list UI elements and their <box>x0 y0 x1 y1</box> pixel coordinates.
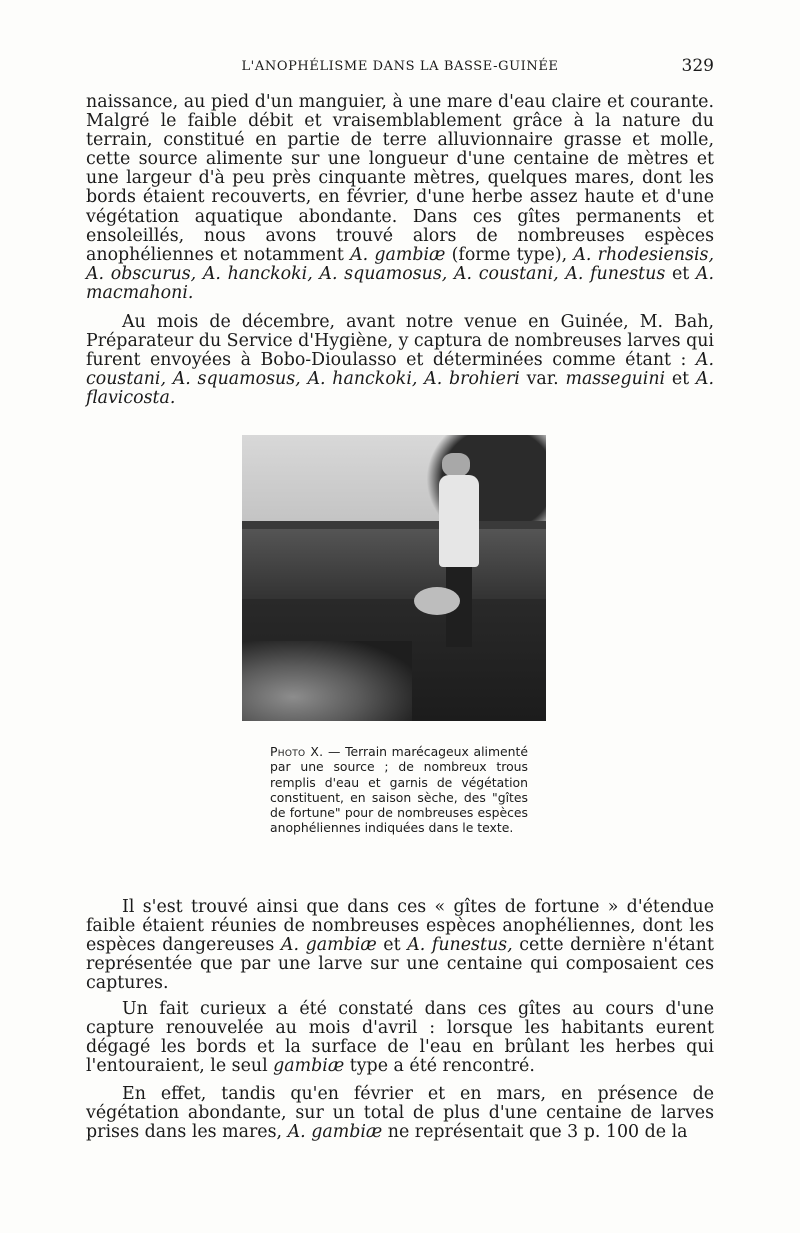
running-title: L'ANOPHÉLISME DANS LA BASSE-GUINÉE <box>241 59 559 74</box>
p3-species-1: A. gambiæ <box>280 935 377 956</box>
caption-text: — Terrain marécageux alimenté par une source ; de nombreux trous remplis d'eau et garnis de végétation constituent, en saison sèche, des "gîtes de fortune" pour de nombreuses espèces anophéliennes indiquées dans le texte. <box>270 744 528 836</box>
p4-text-2: type a été rencontré. <box>344 1056 535 1077</box>
paragraph-1 <box>86 93 714 303</box>
p4-text-1: Un fait curieux a été constaté dans ces gîtes au cours d'une capture renouvelée au mois d'avril : lorsque les habitants eurent dégagé les bords et la surface de l'eau en brûlant les herbes qui l'entouraient, le seul <box>86 999 714 1077</box>
page-number: 329 <box>681 56 714 76</box>
page-header <box>86 56 714 80</box>
p1-text-2: (forme type), <box>445 244 574 265</box>
p3-species-2: A. funestus, <box>407 935 513 956</box>
paragraph-5 <box>86 1085 714 1142</box>
p5-species-1: A. gambiæ <box>287 1122 383 1143</box>
p5-text-1: En effet, tandis qu'en février et en mars, en présence de végétation abondante, sur un total de plus d'une centaine de larves prises dans les mares, <box>86 1084 714 1143</box>
p1-text-3: et <box>665 263 696 284</box>
paragraph-3 <box>86 898 714 993</box>
p3-text-2: et <box>376 935 408 956</box>
p1-species-2: A. rhodesiensis, A. obscurus, A. hanckoki, A. squamosus, A. coustani, A. funestus <box>86 244 714 284</box>
paragraph-2 <box>86 313 714 408</box>
marsh-photo <box>242 435 546 721</box>
p3-text-3: cette dernière n'étant représentée que par une larve sur une centaine qui composaient ces captures. <box>86 935 714 994</box>
p3-text-1: Il s'est trouvé ainsi que dans ces « gîtes de fortune » d'étendue faible étaient réunies de nombreuses espèces anophéliennes, dont les espèces dangereuses <box>86 897 714 956</box>
p2-text-3: et <box>665 369 696 390</box>
p2-species-1: A. coustani, A. squamosus, A. hanckoki, A. brohieri <box>86 350 714 390</box>
paragraph-4 <box>86 1000 714 1076</box>
p5-text-2: ne représentait que 3 p. 100 de la <box>382 1122 688 1143</box>
photo-caption <box>270 744 528 836</box>
p2-species-2: A. flavicosta. <box>86 369 714 409</box>
caption-label: Photo X. <box>270 744 324 759</box>
p2-text-1: Au mois de décembre, avant notre venue en Guinée, M. Bah, Préparateur du Service d'Hygiène, y captura de nombreuses larves qui furent envoyées à Bobo-Dioulasso et déterminées comme étant : <box>86 312 714 371</box>
p1-species-1: A. gambiæ <box>350 244 446 265</box>
p4-species-1: gambiæ <box>273 1056 345 1077</box>
p2-text-2: var. <box>519 369 566 390</box>
p2-variety: masseguini <box>565 369 666 390</box>
p1-species-3: A. macmahoni. <box>86 263 714 303</box>
p1-text-1: naissance, au pied d'un manguier, à une mare d'eau claire et courante. Malgré le faible débit et vraisemblablement grâce à la nature du terrain, constitué en partie de terre alluvionnaire grasse et molle, cette source alimente sur une longueur d'une centaine de mètres et une largeur d'à peu près cinquante mètres, quelques mares, dont les bords étaient recouverts, en février, d'une herbe assez haute et d'une végétation aquatique abondante. Dans ces gîtes permanents et ensoleillés, nous avons trouvé alors de nombreuses espèces anophéliennes et notamment <box>86 92 714 265</box>
